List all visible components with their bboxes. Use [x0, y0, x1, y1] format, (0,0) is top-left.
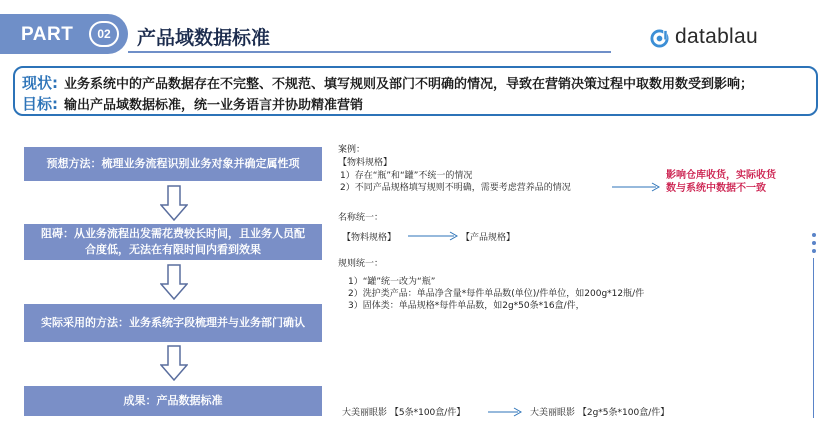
goal-tag: 目标:: [22, 95, 58, 113]
case-item: 【物料规格】: [338, 158, 393, 168]
rule-3: 3）固体类：单品规格*每件单品数，如2g*50条*16盒/件，: [348, 301, 585, 311]
datablau-logo-icon: [650, 29, 669, 48]
example-after: 大美丽眼影 【2g*5条*100盒/件】: [530, 408, 670, 418]
right-arrow-icon: [612, 182, 660, 192]
right-arrow-icon: [408, 231, 458, 241]
title-underline: [128, 51, 611, 53]
name-unify-heading: 名称统一：: [338, 213, 384, 223]
right-arrow-icon: [488, 407, 522, 417]
impact-line-2: 数与系统中数据不一致: [666, 183, 766, 194]
status-tag: 现状:: [22, 74, 58, 92]
impact-note: [666, 169, 776, 195]
part-label: PART: [21, 24, 74, 45]
example-before: 大美丽眼影 【5条*100盒/件】: [342, 408, 466, 418]
case-issue-1: 1）存在“瓶”和“罐”不统一的情况: [340, 171, 473, 181]
down-arrow-icon: [160, 345, 188, 381]
goal-text: 输出产品域数据标准，统一业务语言并协助精准营销: [64, 98, 364, 113]
impact-line-1: 影响仓库收货，实际收货: [666, 170, 776, 181]
down-arrow-icon: [160, 185, 188, 221]
down-arrow-icon: [160, 264, 188, 300]
name-unify-to: 【产品规格】: [461, 233, 516, 243]
rule-2: 2）洗护类产品：单品净含量*每件单品数(单位)/件单位，如200g*12瓶/件: [348, 289, 645, 299]
scroll-dots: [812, 233, 818, 257]
case-issue-2: 2）不同产品规格填写规则不明确，需要考虑营养品的情况: [340, 183, 571, 193]
rule-unify-heading: 规则统一：: [338, 259, 384, 269]
flow-step-obstacle: 阻碍：从业务流程出发需花费较长时间，且业务人员配合度低，无法在有限时间内看到效果: [24, 224, 322, 260]
name-unify-from: 【物料规格】: [342, 233, 397, 243]
status-text: 业务系统中的产品数据存在不完整、不规范、填写规则及部门不明确的情况，导致在营销决策过程中取数用数受到影响；: [64, 77, 754, 92]
flow-step-result: 成果：产品数据标准: [24, 386, 322, 416]
scroll-track: [813, 258, 814, 418]
page-title: 产品域数据标准: [137, 27, 271, 49]
goal-line: [22, 93, 363, 114]
status-line: [22, 72, 753, 93]
rule-1: 1）“罐”统一改为“瓶”: [348, 277, 436, 287]
flow-step-actual-method: 实际采用的方法：业务系统字段梳理并与业务部门确认: [24, 304, 322, 342]
part-number: 02: [89, 21, 119, 47]
flow-step-expected-method: 预想方法：梳理业务流程识别业务对象并确定属性项: [24, 147, 322, 181]
logo-text: datablau: [675, 25, 758, 48]
case-heading: 案例：: [338, 145, 366, 155]
